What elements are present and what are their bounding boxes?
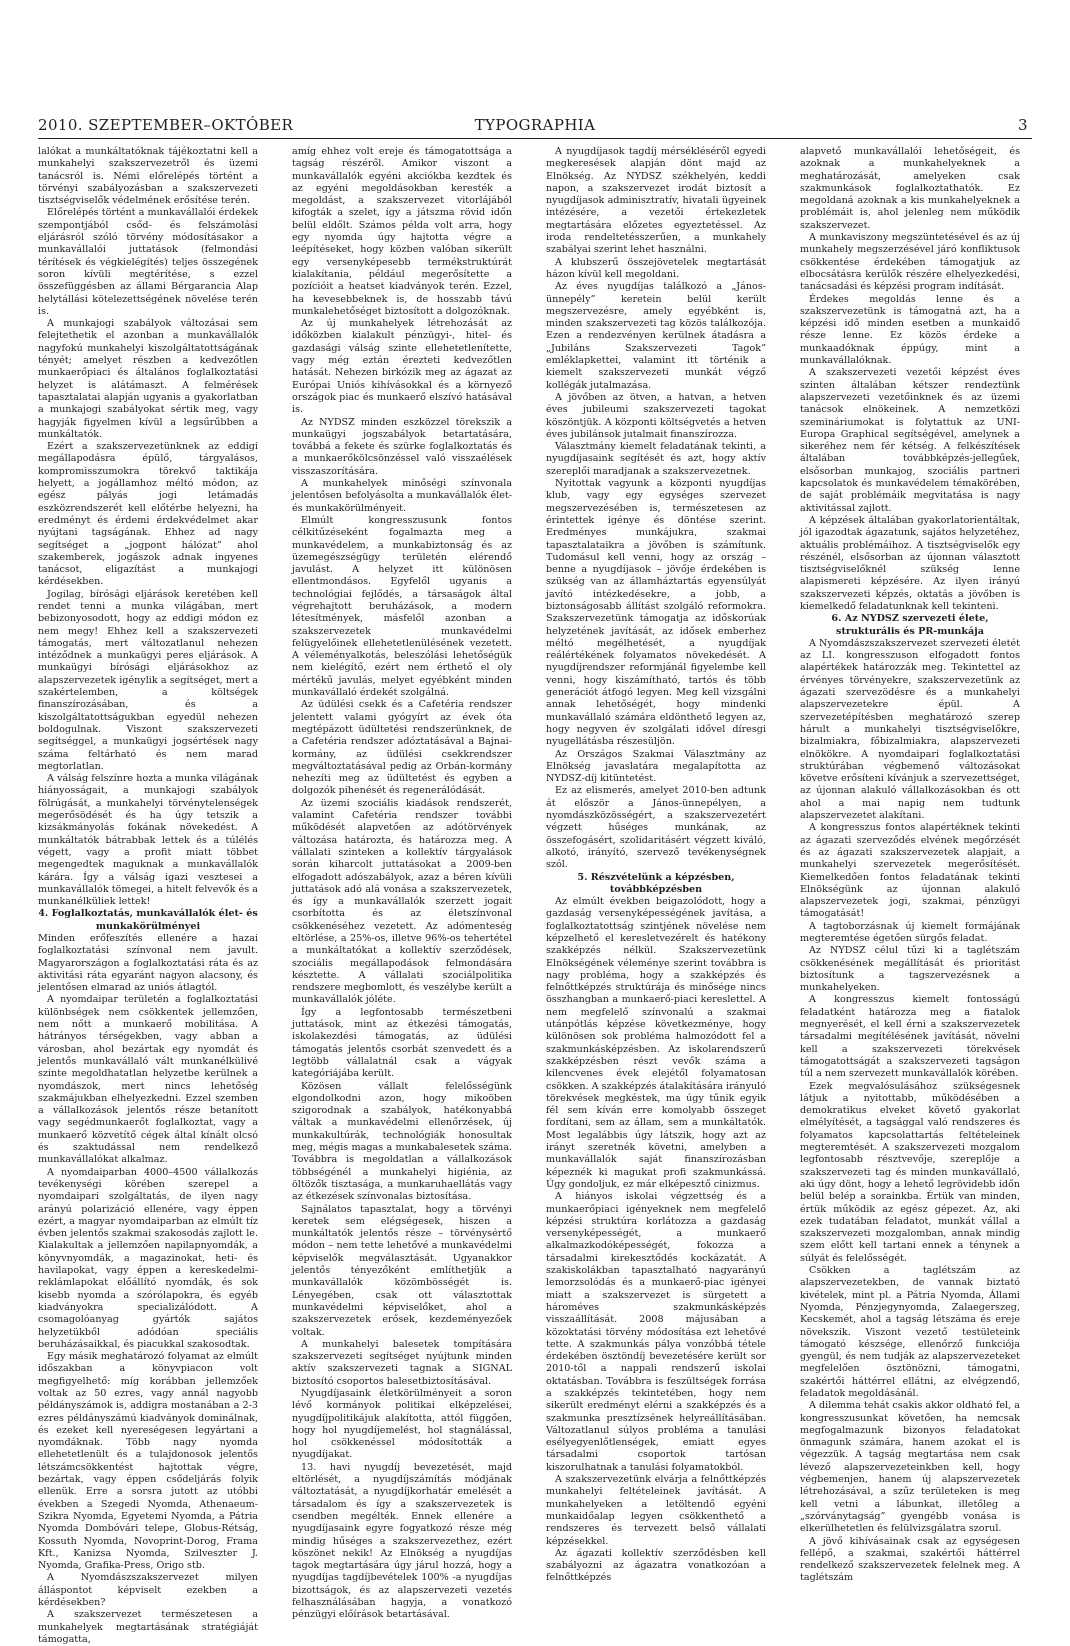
paragraph: Előrelépés történt a munkavállalói érdekek szempontjából csőd- és felszámolási eljárásról szóló törvény módosításakor a munkavállalói juttatások (felmondási térítések és végkielégítés) teljes összegének soron kívüli megtérítése, s ezzel összefüggésben az állami Bérgarancia Alap helytállási kötelezettségének növelése terén is.	[38, 207, 258, 317]
paragraph: A munkajogi szabályok változásai sem felejtethetik el azonban a munkavállalók nagyfokú munkahelyi kiszolgáltatottságának tényét; amelyet részben a kedvezőtlen munkaerőpiaci és általános foglalkoztatási helyzet is alátámaszt. A felmérések tapasztalatai alapján ugyanis a gyakorlatban a munkajogi szabályokat sértik meg, vagy hagyják figyelmen kívül a legsűrűbben a munkáltatók.	[38, 318, 258, 440]
section-heading: 4. Foglalkoztatás, munkavállalók élet- és munkakörülményei	[38, 908, 258, 932]
paragraph: Sajnálatos tapasztalat, hogy a törvényi keretek sem elégségesek, hiszen a munkáltatók jelentős része – törvénysértő módon – nem tette lehetővé a munkavédelmi képviselők megválasztását. Ugyanakkor jelentős tényezőként említhetjük a munkavállalók közömbösségét is. Lényegében, csak ott választottak munkavédelmi képviselőket, ahol a szakszervezetek erősek, kezdeményezőek voltak.	[292, 1203, 512, 1338]
article-body	[38, 146, 1028, 1645]
text-column-1	[38, 146, 258, 1645]
paragraph: A kongresszus fontos alapértéknek tekinti az ágazati szerveződés elvének megőrzését és az ágazati szakszervezetek alapjait, a munkahelyi szervezetek megerősítését. Kiemelkedően fontos feladatának tekinti Elnökségünk az újonnan alakuló alapszervezetek jogi, szakmai, pénzügyi támogatását!	[800, 822, 1020, 920]
paragraph: A szakszervezet természetesen a munkahelyek megtartásának stratégiáját támogatta,	[38, 1609, 258, 1645]
paragraph: Ezért a szakszervezetünknek az eddigi megállapodásra épülő, tárgyalásos, kompromisszumokra törekvő taktikája helyett, a jogállamhoz méltó módon, az egész pályás jogi letámadás eszközrendszerét kell előtérbe helyezni, ha eredményt és érdemi érdekvédelmet akar nyújtani tagságának. Ehhez ad nagy segítséget a „jogpont hálózat” ahol szakemberek, jogászok adnak ingyenes tanácsot, eligazítást a munkajogi kérdésekben.	[38, 441, 258, 588]
issue-date: 2010. SZEPTEMBER–OKTÓBER	[38, 116, 294, 134]
paragraph: A tagtoborzásnak új kiemelt formájának megteremtése égetően sürgős feladat.	[800, 920, 1020, 944]
paragraph: A klubszerű összejövetelek megtartását házon kívül kell megoldani.	[546, 256, 766, 280]
paragraph: Az elmúlt években beigazolódott, hogy a gazdaság versenyképességének javítása, a foglalkoztatottság szintjének növelése nem képzelhető el keresletvezérelt és hatékony szakképzés nélkül. Szakszervezetünk Elnökségének véleménye szerint továbbra is nagy probléma, hogy a szakképzés és felnőttképzés struktúrája és minősége nincs összhangban a munkaerő-piaci kereslettel. A nem megfelelő színvonalú a szakmai utánpótlás képzése következménye, hogy különösen sok probléma halmozódott fel a szakmunkásképzésben. Az iskolarendszerű szakképzésben részt vevők száma a kilencvenes évek elejétől folyamatosan csökken. A szakképzés átalakítására irányuló törekvések megkéstek, ma úgy tűnik egyik fél sem kíván erre komolyabb összeget fordítani, sem az állam, sem a munkáltatók. Most legalábbis úgy látszik, hogy azt az irányt szeretnék követni, amelyben a munkavállalók saját finanszírozásban képeznék ki magukat profi szakmunkássá. Úgy gondoljuk, ez már elképesztő cinizmus.	[546, 896, 767, 1190]
paragraph: Egy másik meghatározó folyamat az elmúlt időszakban a könyvpiacon volt megfigyelhető: míg korábban jellemzőek voltak az 50 ezres, vagy annál nagyobb példányszámok is, addigra mostanában a 2-3 ezres példányszámú kiadványok dominálnak, és ezeket kell nyereségesen legyártani a nyomdáknak. Több nagy nyomda ellehetetlenült és a tulajdonosok jelentős létszámcsökkentést hajtottak végre, bezártak, vagy éppen csődeljárás folyik ellenük. Erre a sorsra jutott az utóbbi években a Szegedi Nyomda, Athenaeum-Szikra Nyomda, Egyetemi Nyomda, a Pátria Nyomda Dombóvári telepe, Globus-Rétság, Kossuth Nyomda, Novoprint-Dorog, Frama Kft., Kanizsa Nyomda, Szilveszter J. Nyomda, Grafika-Press, Origo stb.	[38, 1351, 258, 1572]
page-header	[38, 112, 1032, 139]
paragraph: Minden erőfeszítés ellenére a hazai foglalkoztatási színvonal nem javult. Magyarországon a foglalkoztatási ráta és az aktivitási ráta egyaránt nagyon alacsony, és jelentősen elmarad az uniós átlagtól.	[38, 933, 258, 994]
paragraph: Az üdülési csekk és a Cafetéria rendszer jelentett valami gyógyírt az évek óta megtépázott üdültetési rendszerünknek, de a Cafetéria rendszer adóztatásával a Bajnai-kormány, az üdülési csekkrendszer megváltoztatásával pedig az Orbán-kormány nehezíti meg az üdültetést és egyben a dolgozók pihenését és regenerálódását.	[292, 699, 512, 797]
paragraph: A munkaviszony megszüntetésével és az új munkahely megszerzésével járó konfliktusok csökkentése érdekében támogatjuk az elbocsátásra kerülők részére elhelyezkedési, tanácsadási és képzési program indítását.	[800, 232, 1020, 293]
paragraph: lalókat a munkáltatóknak tájékoztatni kell a munkahelyi szakszervezetről és üzemi tanácsról is. Némi előrelépés történt a törvényi szabályozásban a szakszervezeti tisztségviselők védelmének erősítése terén.	[38, 146, 258, 207]
paragraph: Az NYDSZ minden eszközzel törekszik a munkaügyi jogszabályok betartatására, továbbá a fekete és szürke foglalkoztatás és a munkaerőkölcsönzéssel való visszaélések visszaszorítására.	[292, 416, 512, 477]
publication-title: TYPOGRAPHIA	[474, 116, 596, 134]
page-number: 3	[1018, 116, 1028, 134]
paragraph: Csökken a taglétszám az alapszervezetekben, de vannak biztató kivételek, mint pl. a Pátria Nyomda, Állami Nyomda, Pénzjegynyomda, Zalaegerszeg, Kecskemét, ahol a tagság létszáma és ereje növekszik. Viszont vezető testületeink támogató készsége, ellenőrző funkciója gyengül, és nem tudják az alapszervezeteket megfelelően ösztönözni, támogatni, szakértői háttérrel ellátni, az elvégzendő, feladatok megoldásánál.	[800, 1265, 1020, 1399]
paragraph: A szakszervezeti vezetői képzést éves szinten általában kétszer rendeztünk alapszervezeti vezetőinknek és az üzemi tanácsok elnökeinek. A nemzetközi szemináriumokat is folytattuk az UNI-Europa Graphical segítségével, amelynek a sikeréhez nem fér kétség. A felkészítések általában továbbképzés-jellegűek, elsősorban munkajog, szociális partneri kapcsolatok és munkavédelem témakörében, de saját problémáik megvitatása is nagy aktivitással zajlott.	[800, 367, 1020, 514]
paragraph: A Nyomdászszakszervezet szervezeti életét az LI. kongresszuson elfogadott fontos alapértékek határozzák meg. Tekintettel az érvényes törvényekre, szakszervezetünk az ágazati szervezödésre és a munkahelyi alapszervezetekre épül. A szervezetépítésben meghatározó szerep hárult a munkahelyi tisztségviselőkre, bizalmiakra, főbizalmiakra, alapszervezeti elnökökre. A nyomdaipari foglalkoztatási struktúrában végbemenő változásokat követve erősíteni kívánjuk a szervezettséget, az újonnan alakuló vállalkozásokban és ott ahol a mai napig nem tudtunk alapszervezetet alakítani.	[800, 637, 1020, 822]
paragraph: Nyitottak vagyunk a központi nyugdíjas klub, vagy egy egységes szervezet megszervezésében is, természetesen az érintettek igénye és döntése szerint. Eredményes munkájukra, szakmai tapasztalataikra a jövőben is számítunk. Tudomásul kell venni, hogy az ország – benne a nyugdíjasok – jövője érdekében is szükség van az államháztartás egyensúlyát javító intézkedésekre, a jobb, a biztonságosabb állítást szolgáló reformokra. Szakszervezetünk támogatja az időskorúak helyzetének javítását, az idősek emberhez méltó megélhetését, a nyugdíjak reálértékének folyamatos növekedését. A nyugdíjrendszer reformjánál figyelembe kell venni, hogy kiszámítható, tartós és több generációt átfogó legyen. Meg kell vizsgálni annak lehetőségét, hogy mindenki munkavállaló számára eldönthető legyen az, hogy negyven év szolgálati idővel díresgi nyugellátásba részesüljön.	[546, 478, 766, 748]
paragraph: A munkahelyi balesetek tompítására szakszervezeti segítséget nyújtunk minden aktív szakszervezeti tagnak a SIGNAL biztosító csoportos balesetbiztosításával.	[292, 1338, 512, 1387]
paragraph: A képzések általában gyakorlatorientáltak, jól igazodtak ágazatunk, sajátos helyzetéhez, aktuális problémáihoz. A tisztségviselők egy részénél, elsősorban az újonnan választott tisztségviselőknél szükség lenne alapismereti képzésére. Az ilyen irányú szakszervezeti képzés, oktatás a jövőben is kiemelkedő feladatunknak kell tekinteni.	[800, 514, 1020, 612]
paragraph: 13. havi nyugdíj bevezetését, majd eltörlését, a nyugdíjszámítás módjának változtatását, a nyugdíjkorhatár emelését a társadalom és így a szakszervezetek is csendben megélték. Ennek ellenére a nyugdíjasaink egyre fogyatkozó része még mindig hűséges a szakszervezethez, ezért köszönet nekik! Az Elnökség a nyugdíjas tagok megtartására úgy járul hozzá, hogy a nyugdíjas tagdíjbevételek 100% -a nyugdíjas bizottságok, és az alapszervezeti vezetés felhasználásában hagyja, a vonatkozó pénzügyi előírások betartásával.	[292, 1461, 512, 1621]
paragraph: Közösen vállalt felelősségünk elgondolkodni azon, hogy mikoöben szigorodnak a szabályok, hatékonyabbá váltak a munkavédelmi ellenőrzések, új munkakultúrák, technológiák honosultak meg, mégis magas a munkabalesetek száma. Továbbra is megoldatlan a vállalkozások többségénél a munkahelyi higiénia, az öltözők tisztasága, a munkaruhaellátás vagy az étkezések színvonalas biztosítása.	[292, 1080, 512, 1203]
paragraph: Az éves nyugdíjas találkozó a „János-ünnepély” keretein belül került megszervezésre, amely egyébként is, minden szakszervezeti tag közös találkozója. Ezen a rendezvényen kerülnek átadásra a „Jubiláns Szakszervezeti Tagok” emléklapkettei, valamint itt történik a kiemelt szakszervezeti munkát végző kollégák jutalmazása.	[546, 281, 766, 391]
paragraph: Érdekes megoldás lenne és a szakszervezetünk is támogatná azt, ha a képzési idő minden esetben a munkaidő része lenne. Ez közös érdeke a munkaadóknak éppúgy, mint a munkavállalóknak.	[800, 293, 1020, 367]
paragraph: A nyomdaipar területén a foglalkoztatási különbségek nem csökkentek jellemzően, nem nőtt a munkaerő mobilitása. A hátrányos térségekben, vagy abban a városban, ahol bezártak egy nyomdát és jelentős munkavállaló vált munkanélkülivé szinte megoldhatatlan helyzetbe kerülnek a nyomdászok, mert nincs lehetőség szakmájukban elhelyezkedni. Ezzel szemben a vállalkozások jelentős része betanított vagy segédmunkaerőt foglalkoztat, vagy a munkaerő közvetítő cégek által kínált olcsó és szaktudással nem rendelkező munkavállalókat alkalmaz.	[38, 994, 258, 1166]
paragraph: Ezek megvalósulásához szükségesnek látjuk a nyitottabb, működésében a demokratikus elveket követő gyakorlat elmélyítését, a tagsággal való rendszeres és folyamatos kapcsolattartás feltételeinek megteremtését. A szakszervezeti mozgalom legfontosabb résztvevője, szereplője a szakszervezeti tag és minden munkavállaló, aki úgy dönt, hogy a lehető legrövidebb időn belül belép a sorainkba. Értük van minden, értük működik az egész gépezet. Az, aki ezek tudatában feladatot, munkát vállal a szakszervezeti mozgalomban, annak mindig szem előtt kell tartani ennek a ténynek a súlyát és felelősségét.	[800, 1080, 1020, 1264]
paragraph: A válság felszínre hozta a munka világának hiányosságait, a munkajogi szabályok fölrúgását, a munkahelyi törvénytelenségek megerősödését és ha úgy tetszik a kizsákmányolás fokának növekedést. A munkáltatók bátrabbak lettek és a túlélés végett, vagy a profit miatt többet megengedtek maguknak a munkavállalók kárára. Így a válság igazi vesztesei a munkavállalók tömegei, a hitelt felvevők és a munkanélküliek lettek!	[38, 773, 258, 908]
paragraph: alapvető munkavállalói lehetőségeit, és azoknak a munkahelyeknek a meghatározását, amelyeken csak szakmunkások foglalkoztathatók. Ez megoldaná azoknak a kis munkahelyeknek a problémáit is, ahol jelenleg nem működik szakszervezet.	[800, 146, 1020, 231]
paragraph: Így a legfontosabb természetbeni juttatások, mint az étkezési támogatás, iskolakezdési támogatás, az üdülési támogatás jelentős csorbát szenvedett és a legtöbb vállalatnál csak a vágyak kategóriájába került.	[292, 1006, 512, 1080]
paragraph: A Nyomdászszakszervezet milyen álláspontot képviselt ezekben a kérdésekben?	[38, 1572, 258, 1609]
paragraph: Az NYDSZ célul tűzi ki a taglétszám csökkenésének megállítását és prioritást biztosítunk a tagszervezésnek a munkahelyeken.	[800, 945, 1020, 994]
paragraph: A kongresszus kiemelt fontosságú feladatként határozza meg a fiatalok megnyerését, el kell érni a szakszervezetek társadalmi megítélésének javítását, növelni kell a szakszervezeti törekvések támogatottságát a szakszervezeti tagságon túl a nem szervezett munkavállalók körében.	[800, 994, 1020, 1080]
paragraph: A nyomdaiparban 4000–4500 vállalkozás tevékenységi körében szerepel a nyomdaipari szolgáltatás, de ilyen nagy arányú polarizáció ellenére, vagy éppen ezért, a magyar nyomdaiparban az elmúlt tíz évben jelentős szakmai szakosodás zajlott le. Kialakultak a jellemzően napilapnyomdák, a könyvnyomdák, a magazinokat, heti- és havilapokat, vagy éppen a kereskedelmi-reklámlapokat előállító nyomdák, és sok kisebb nyomda a szórólapokra, és egyéb kiadványokra specializálódott. A csomagolóanyag gyártók sajátos helyzetükből adódóan speciális beruházásaikkal, és piacukkal szakosodtak.	[38, 1166, 258, 1350]
paragraph: Választmány kiemelt feladatának tekinti, a nyugdíjasaink segítését és azt, hogy aktív szereplői maradjanak a szakszervezetnek.	[546, 441, 766, 477]
text-column-2	[292, 146, 512, 1621]
paragraph: amíg ehhez volt ereje és támogatottsága a tagság részéről. Amikor viszont a munkavállalók egyéni akciókba kezdtek és az egyéni megoldásokban keresték a megoldást, a szakszervezet vitorlájából kifogták a szelet, így a játszma rövid időn belül eldőlt. Számos példa volt arra, hogy egy nyomda úgy hajtotta végre a leépítéseket, hogy közben valóban sikerült egy versenyképesebb termékstruktúrát kialakítania, például megerősítette a pozícióit a heatset kiadványok terén. Ezzel, ha kevesebbeknek is, de hosszabb távú munkalehetőséget biztosított a dolgozóknak.	[292, 146, 512, 317]
paragraph: Az ágazati kollektív szerződésben kell szabályozni az ágazatra vonatkozóan a felnőttképzés	[546, 1547, 766, 1584]
paragraph: A munkahelyek minőségi színvonala jelentősen befolyásolta a munkavállalók élet- és munkakörülményeit.	[292, 478, 512, 514]
text-column-4	[800, 146, 1020, 1584]
text-column-3	[546, 146, 767, 1584]
paragraph: Az üzemi szociális kiadások rendszerét, valamint Cafetéria rendszer további működését alapvetően az adótörvények változása határozta, és határozza meg. A vállalati szinteken a kollektív tárgyalások során kiharcolt juttatásokat a 2009-ben elfogadott adószabályok, azaz a béren kívüli juttatások adó alá vonása a szakszervezetek, és így a munkavállalók szerzett jogait csorbította és az életszínvonal csökkenéséhez vezetett. Az adómenteség eltörlése, a 25%-os, illetve 96%-os tehertétel a munkáltatókat a kollektív szerződések, szociális megállapodások felmondására késztette. A vállalati szociálpolitika rendszere megbomlott, és veszélybe került a munkavállalók jóléte.	[292, 797, 512, 1006]
paragraph: Jogilag, bírósági eljárások keretében kell rendet tenni a munka világában, mert bebizonyosodott, hogy az eddigi módon ez nem megy! Ehhez kell a szakszervezeti támogatás, mert változatlanul nehezen intéződnek a munkaügyi peres eljárások. A munkaügyi bírósági eljárásokhoz az alapszervezetek igénylik a segítséget, mert a szakértelemben, a költségek finanszírozásában, és a kiszolgáltatottságukban egyedül nehezen boldogulnak. Viszont szakszervezeti segítséggel, a munkaügyi jogsértések nagy száma feltárható és nem marad megtorlatlan.	[38, 588, 258, 772]
paragraph: A szakszervezetünk elvárja a felnőttképzés munkahelyi feltételeinek javítását. A munkahelyeken a letöltendő egyéni munkaidőalap legyen csökkenthető a rendszeres és tervezett belső vállalati képzésekkel.	[546, 1474, 766, 1547]
paragraph: A nyugdíjasok tagdíj mérsékléséről egyedi megkeresések alapján dönt majd az Elnökség. Az NYDSZ székhelyén, keddi napon, a szakszervezet irodát biztosít a nyugdíjasok adminisztratív, hivatali ügyeinek intézésére, a vezetői értekezletek megtartására előzetes egyeztetéssel. Az iroda rendeltetésszerűen, a munkahely szabályai szerint lehet használni.	[546, 146, 766, 256]
paragraph: Ez az elismerés, amelyet 2010-ben adtunk át először a János-ünnepélyen, a nyomdászközösségért, a szakszervezetért végzett hűséges munkának, az összefogásért, szolidaritásért végzett kiváló, alkotó, irányító, szervező tevékenységnek szól.	[546, 785, 766, 871]
paragraph: A jövőben az ötven, a hatvan, a hetven éves jubileumi szakszervezeti tagokat köszöntjük. A központi költségvetés a hetven éves jubilánsok jutalmait finanszírozza.	[546, 391, 766, 440]
paragraph: Az Országos Szakmai Választmány az Elnökség javaslatára megalapította az NYDSZ-díj kitüntetést.	[546, 748, 766, 785]
paragraph: A dilemma tehát csakis akkor oldható fel, a kongresszusunkat követően, ha nemcsak megfogalmazunk bizonyos feladatokat önmagunk számára, hanem azokat el is végezzük. A tagság megtartása nem csak lévező alapszervezeteinkben kell, hogy végbemenjen, hanem új alapszervezetek létrehozásával, a szűz területeken is meg kell vetni a lábunkat, illetőleg a „szórványtagság” gyengébb vonása is elkerülhetetlen és felülvizsgálatra szorul.	[800, 1400, 1020, 1535]
section-heading: 6. Az NYDSZ szervezeti élete, strukturális és PR-munkája	[831, 613, 989, 637]
paragraph: Elmúlt kongresszusunk fontos célkitűzéseként fogalmazta meg a munkavédelem, a munkabiztonság és az üzemegészségügy területén elérendő javulást. A helyzet itt különösen ellentmondásos. Egyfelől ugyanis a technológiai fejlődés, a társaságok által végrehajtott beruházások, a modern létesítmények, másfelől azonban a szakszervezetek munkavédelmi felügyelőinek ellehetetlenülésének vezetett. A véleményalkotás, beleszólási lehetőségük nem kielégítő, ezért nem érthető el oly mértékű javulás, melyet egyébként minden munkavállaló érdekét szolgálná.	[292, 514, 512, 699]
paragraph: Az új munkahelyek létrehozását az időközben kialakult pénzügyi-, hitel- és gazdasági válság szinte ellehetetlenítette, vagy még eztán érezteti kedvezőtlen hatását. Nehezen birkózik meg az ágazat az Európai Uniós kihívásokkal és a környező országok piac és munkaerő elszívó hatásával is.	[292, 318, 512, 416]
paragraph: A jövő kihívásainak csak az egységesen fellépő, a szakmai, szakértői háttérrel rendelkező szakszervezetek felelnek meg. A taglétszám	[800, 1535, 1020, 1584]
paragraph: Nyugdíjasaink életkörülményeit a soron lévő kormányok politikai elképzelései, nyugdíjpolitikájuk alakította, attól függően, hogy hol nyugdíjemelést, hol stagnálással, hol csökkenéssel módosították a nyugdíjakat.	[292, 1387, 512, 1461]
paragraph: A hiányos iskolai végzettség és a munkaerőpiaci igényeknek nem megfelelő képzési struktúra korlátozza a gazdaság versenyképességét, a munkaerő alkalmazkodóképességét, fokozza a társadalmi kirekesztődés kockázatát. A szakiskolákban tapasztalható nagyarányú lemorzsolódás és a munkaerő-piac igényei miatt a szakszervezet is sürgetett a hároméves szakmunkásképzés visszaállítását. 2008 májusában a közoktatási törvény módosítása ezt lehetővé tette. A szakmunkás pálya vonzóbbá tétele érdekében ösztöndíj bevezetésére került sor 2010-től a nappali rendszerű iskolai oktatásban. Továbbra is feszültségek forrása a szakképzés tekintetében, hogy nem sikerült eredményt elérni a szakképzés és a szakmunka presztízsének helyreállításában. Változatlanul súlyos probléma a tanulási esélyegyenlőtlenségek, emiatt egyes társadalmi csoportok tartósan kiszorulhatnak a tanulási folyamatokból.	[546, 1191, 766, 1473]
section-heading: 5. Részvételünk a képzésben, továbbképzésben	[577, 871, 735, 895]
